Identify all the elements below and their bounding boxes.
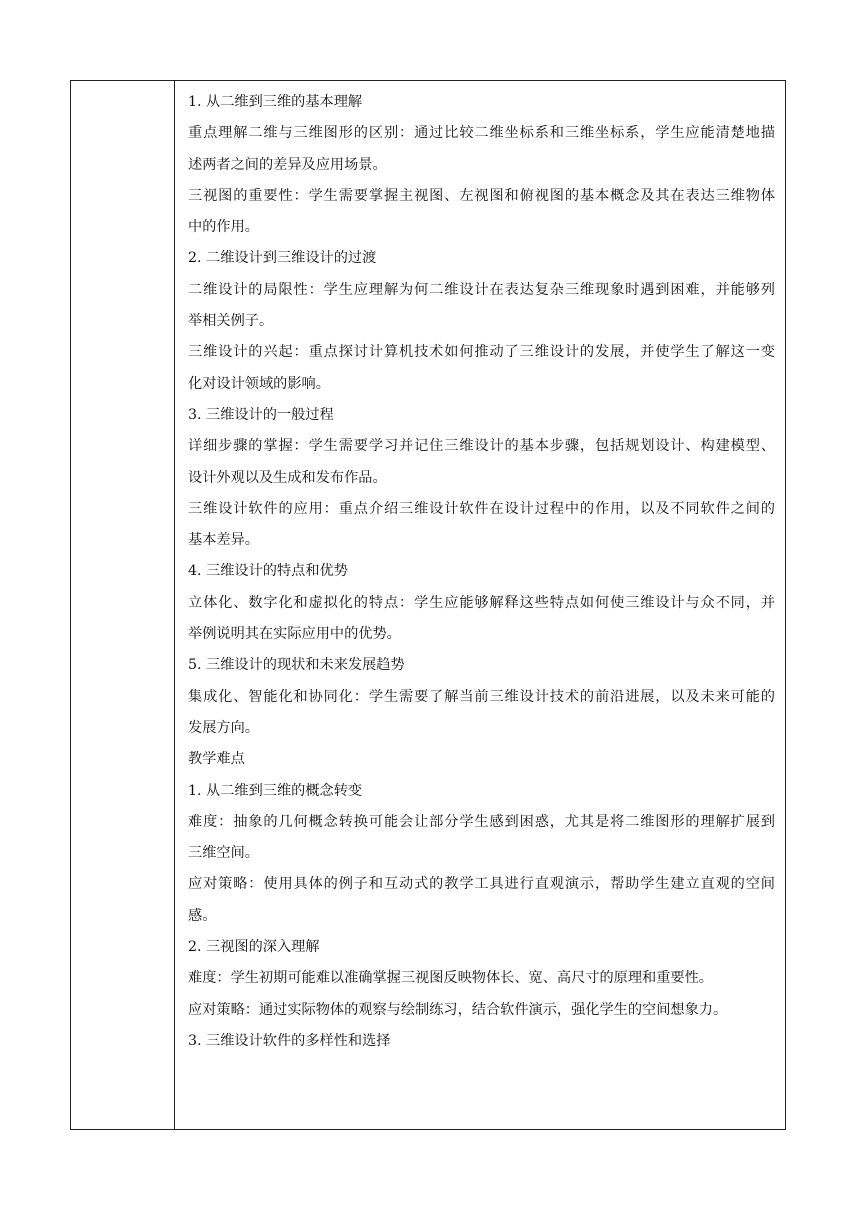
document-table	[70, 80, 786, 1130]
content-line: 立体化、数字化和虚拟化的特点：学生应能够解释这些特点如何使三维设计与众不同，并	[188, 594, 775, 611]
content-line: 3. 三维设计的一般过程	[188, 406, 334, 423]
content-line: 1. 从二维到三维的基本理解	[188, 94, 363, 110]
table-left-cell	[71, 81, 175, 1129]
content-line: 化对设计领域的影响。	[188, 375, 330, 392]
content-line: 难度：学生初期可能难以准确掌握三视图反映物体长、宽、高尺寸的原理和重要性。	[188, 970, 713, 987]
content-line: 应对策略：使用具体的例子和互动式的教学工具进行直观演示，帮助学生建立直观的空间	[188, 876, 775, 893]
content-line: 2. 三视图的深入理解	[188, 939, 320, 956]
content-line: 三维设计的兴起：重点探讨计算机技术如何推动了三维设计的发展，并使学生了解这一变	[188, 344, 775, 361]
content-line: 1. 从二维到三维的概念转变	[188, 782, 363, 799]
content-line: 集成化、智能化和协同化：学生需要了解当前三维设计技术的前沿进展，以及未来可能的	[188, 688, 775, 705]
content-line: 发展方向。	[188, 719, 259, 736]
content-line: 详细步骤的掌握：学生需要学习并记住三维设计的基本步骤，包括规划设计、构建模型、	[188, 438, 775, 455]
content-line: 2. 二维设计到三维设计的过渡	[188, 250, 377, 267]
content-line: 难度：抽象的几何概念转换可能会让部分学生感到困惑，尤其是将二维图形的理解扩展到	[188, 813, 775, 830]
content-line: 重点理解二维与三维图形的区别：通过比较二维坐标系和三维坐标系，学生应能清楚地描	[188, 125, 775, 142]
content-line: 述两者之间的差异及应用场景。	[188, 156, 387, 173]
content-line: 应对策略：通过实际物体的观察与绘制练习，结合软件演示，强化学生的空间想象力。	[188, 1001, 728, 1018]
content-line: 设计外观以及生成和发布作品。	[188, 469, 387, 486]
content-line: 中的作用。	[188, 219, 259, 236]
content-line: 三维空间。	[188, 845, 259, 862]
content-line: 3. 三维设计软件的多样性和选择	[188, 1032, 391, 1049]
content-line: 二维设计的局限性：学生应理解为何二维设计在表达复杂三维现象时遇到困难，并能够列	[188, 281, 775, 298]
content-line: 三维设计软件的应用：重点介绍三维设计软件在设计过程中的作用，以及不同软件之间的	[188, 500, 775, 517]
content-line: 三视图的重要性：学生需要掌握主视图、左视图和俯视图的基本概念及其在表达三维物体	[188, 187, 775, 204]
content-line: 举相关例子。	[188, 313, 274, 330]
content-line: 举例说明其在实际应用中的优势。	[188, 626, 401, 643]
table-content-cell	[175, 81, 785, 1129]
content-line: 5. 三维设计的现状和未来发展趋势	[188, 657, 405, 674]
content-line: 4. 三维设计的特点和优势	[188, 563, 348, 580]
content-line: 教学难点	[188, 751, 245, 768]
content-line: 基本差异。	[188, 532, 259, 549]
content-line: 感。	[188, 907, 217, 924]
